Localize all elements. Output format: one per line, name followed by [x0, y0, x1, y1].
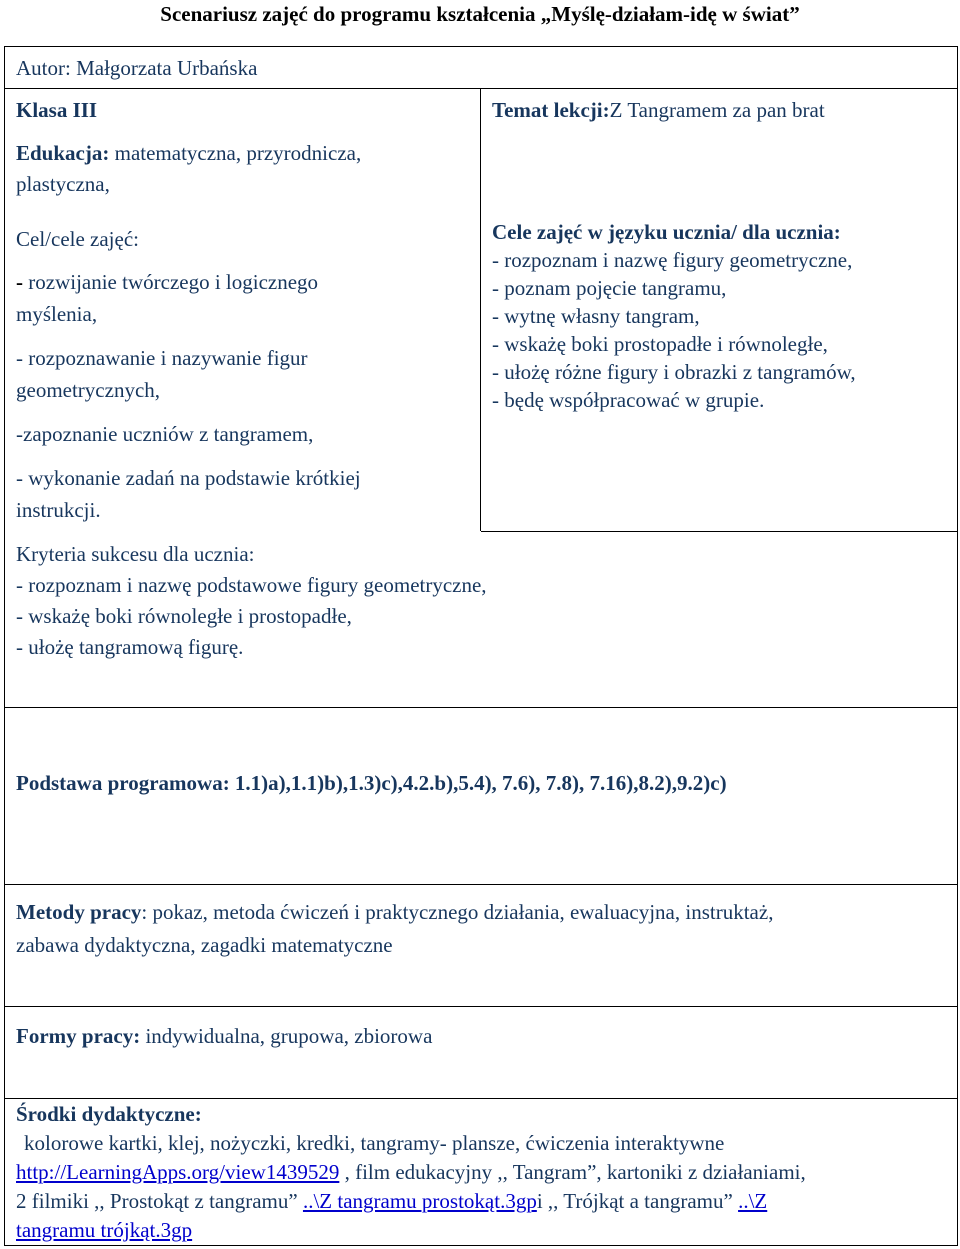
student-goals [492, 218, 856, 414]
aids-label: Środki dydaktyczne: [16, 1102, 202, 1126]
student-goal-item: - będę współpracować w grupie. [492, 388, 765, 412]
goal-item: -zapoznanie uczniów z tangramem, [16, 422, 314, 446]
work-forms [16, 1020, 432, 1053]
goal-item: geometrycznych, [16, 378, 161, 402]
aids-line [16, 1216, 806, 1245]
class-level: Klasa III [16, 98, 98, 122]
goal-item: - rozpoznawanie i nazywanie figur [16, 346, 308, 370]
document-title: Scenariusz zajęć do programu kształcenia „Myślę-działam-idę w świat” [160, 2, 800, 26]
work-methods [16, 896, 773, 962]
left-column [16, 94, 476, 526]
criteria-item: - rozpoznam i nazwę podstawowe figury geometryczne, [16, 573, 487, 597]
goal-item: instrukcji. [16, 498, 101, 522]
student-goal-item: - poznam pojęcie tangramu, [492, 276, 727, 300]
triangle-video-link[interactable]: ..\Z [738, 1189, 768, 1213]
methods-value-cont: zabawa dydaktyczna, zagadki matematyczne [16, 933, 393, 957]
author-line: Autor: Małgorzata Urbańska [16, 56, 258, 80]
lesson-topic [492, 94, 825, 127]
student-goal-item: - ułożę różne figury i obrazki z tangramów, [492, 360, 856, 384]
education-areas [16, 138, 476, 200]
education-value: matematyczna, przyrodnicza, [109, 141, 362, 165]
goal-item: - rozwijanie twórczego i logicznego [16, 270, 319, 294]
criteria-item: - wskażę boki równoległe i prostopadłe, [16, 604, 352, 628]
row-divider [4, 1006, 958, 1007]
learningapps-link[interactable]: http://LearningApps.org/view1439529 [16, 1160, 340, 1184]
education-label: Edukacja: [16, 141, 110, 165]
methods-label: Metody pracy [16, 900, 142, 924]
column-divider [480, 88, 481, 531]
student-goal-item: - wskażę boki prostopadłe i równoległe, [492, 332, 828, 356]
row-divider [4, 884, 958, 885]
goals-label: Cel/cele zajęć: [16, 227, 139, 251]
methods-value: : pokaz, metoda ćwiczeń i praktycznego działania, ewaluacyjna, instruktaż, [141, 900, 774, 924]
goal-item: - wykonanie zadań na podstawie krótkiej [16, 466, 361, 490]
row-divider [4, 707, 958, 708]
goals-list [16, 266, 476, 526]
success-criteria [16, 539, 487, 663]
topic-value: Z Tangramem za pan brat [609, 98, 825, 122]
aids-line: 2 filmiki ,, Prostokąt z tangramu” ..\Z tangramu prostokąt.3gpi ,, Trójkąt a tangramu” ..\Z [16, 1189, 768, 1213]
aids-line: http://LearningApps.org/view1439529 , film edukacyjny ,, Tangram”, kartoniki z działaniami, [16, 1160, 806, 1184]
criteria-label: Kryteria sukcesu dla ucznia: [16, 542, 255, 566]
aids-line: kolorowe kartki, klej, nożyczki, kredki, tangramy- plansze, ćwiczenia interaktywne [24, 1131, 725, 1155]
criteria-item: - ułożę tangramową figurę. [16, 635, 244, 659]
topic-label: Temat lekcji: [492, 98, 610, 122]
student-goal-item: - wytnę własny tangram, [492, 304, 700, 328]
education-value-cont: plastyczna, [16, 172, 110, 196]
row-divider [481, 531, 958, 532]
row-divider [4, 88, 958, 89]
curriculum-basis: Podstawa programowa: 1.1)a),1.1)b),1.3)c),4.2.b),5.4), 7.6), 7.8), 7.16),8.2),9.2)c) [16, 771, 727, 795]
student-goals-label: Cele zajęć w języku ucznia/ dla ucznia: [492, 220, 841, 244]
student-goal-item: - rozpoznam i nazwę figury geometryczne, [492, 248, 853, 272]
rectangle-video-link[interactable]: ..\Z tangramu prostokąt.3gp [302, 1189, 537, 1213]
triangle-video-link-cont[interactable]: tangramu trójkąt.3gp [16, 1218, 193, 1242]
goal-item: myślenia, [16, 302, 98, 326]
teaching-aids [16, 1100, 806, 1245]
forms-label: Formy pracy: [16, 1024, 141, 1048]
forms-value: indywidualna, grupowa, zbiorowa [140, 1024, 433, 1048]
row-divider [4, 1098, 958, 1099]
